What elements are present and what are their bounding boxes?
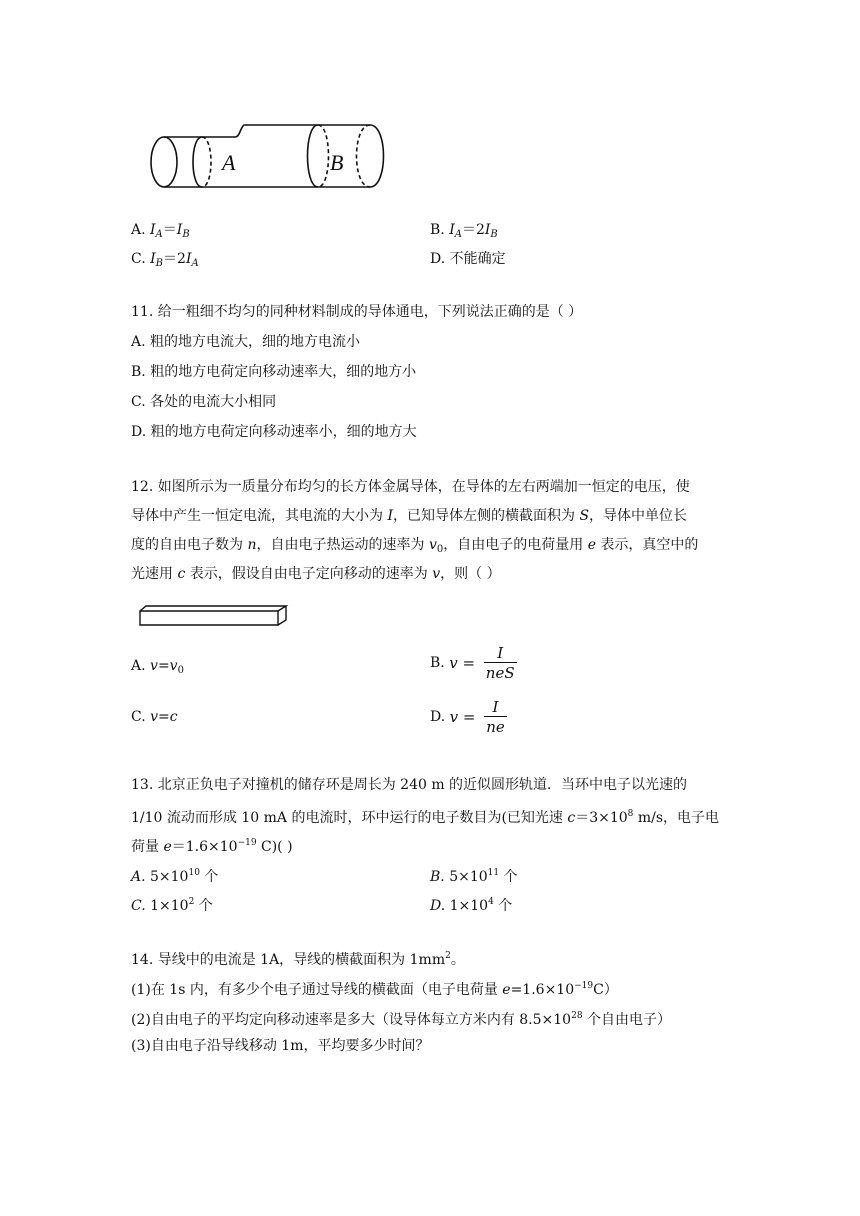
- q10-option-b[interactable]: B. $I_A=2I_B$: [430, 222, 498, 240]
- q14-part-1: (1)在 1s 内，有多少个电子通过导线的横截面（电子电荷量 $e=1.6\times 10^{-19}C$）: [131, 981, 618, 998]
- metal-bar-figure: [138, 604, 294, 628]
- q11-option-a[interactable]: A. 粗的地方电流大，细的地方电流小: [131, 334, 361, 350]
- q11-option-d[interactable]: D. 粗的地方电荷定向移动速率小，细的地方大: [131, 424, 417, 440]
- q13-option-a[interactable]: A. $5\times 10^{10}$ 个: [131, 868, 219, 885]
- q11-option-c[interactable]: C. 各处的电流大小相同: [131, 394, 277, 410]
- q12-option-d[interactable]: D. v = $\frac{I}{ne}$: [430, 697, 505, 736]
- q13-option-b[interactable]: B. $5\times 10^{11}$ 个: [430, 868, 518, 885]
- q12-stem-line2: 导体中产生一恒定电流，其电流的大小为 I，已知导体左侧的横截面积为 S，导体中单位长: [131, 508, 688, 524]
- stepped-cylinder-figure: [140, 118, 390, 198]
- q12-stem-line4: 光速用 c 表示，假设自由电子定向移动的速率为 v，则（ ）: [131, 566, 501, 582]
- q10-option-c[interactable]: C. $I_B=2I_A$: [131, 251, 199, 269]
- q10-option-a[interactable]: A. $I_A=I_B$: [131, 222, 190, 240]
- q13-stem-line1: 13. 北京正负电子对撞机的储存环是周长为 240 m 的近似圆形轨道．当环中电子以光速的: [131, 777, 688, 793]
- q12-option-b[interactable]: B. v = $\frac{I}{\text{neS}}$: [430, 643, 515, 682]
- q11-stem: 11. 给一粗细不均匀的同种材料制成的导体通电，下列说法正确的是（ ）: [131, 304, 583, 320]
- q13-option-d[interactable]: D. $1\times 10^4$ 个: [430, 897, 513, 914]
- label-a: A: [222, 150, 236, 175]
- q14-part-2: (2)自由电子的平均定向移动速率是多大（设导体每立方米内有 $8.5\times 10^{28}$ 个自由电子）: [131, 1011, 671, 1028]
- label-b: B: [330, 150, 344, 175]
- q14-stem: 14. 导线中的电流是 1A，导线的横截面积为 $1mm^2$。: [131, 951, 465, 968]
- q11-option-b[interactable]: B. 粗的地方电荷定向移动速率大，细的地方小: [131, 364, 417, 380]
- q12-option-c[interactable]: C. v=c: [131, 709, 178, 725]
- q12-stem-line1: 12. 如图所示为一质量分布均匀的长方体金属导体，在导体的左右两端加一恒定的电压，使: [131, 479, 690, 495]
- q12-stem-line3: 度的自由电子数为 n，自由电子热运动的速率为 $v_0$，自由电子的电荷量用 e 表示，真空中的: [131, 537, 699, 555]
- q10-option-d[interactable]: D. 不能确定: [430, 251, 506, 267]
- fraction: $\frac{I}{\text{neS}}$: [485, 643, 515, 682]
- q13-stem-line2: 1/10 流动而形成 10 mA 的电流时，环中运行的电子数目为(已知光速 $c=3\times 10^8$ m/s，电子电: [131, 809, 720, 826]
- q14-part-3: (3)自由电子沿导线移动 1m，平均要多少时间？: [131, 1038, 430, 1054]
- q12-option-a[interactable]: A. $v=v_0$: [131, 658, 184, 676]
- q13-stem-line3: 荷量 $e=1.6\times 10^{-19}$ C)( ): [131, 838, 293, 855]
- fraction: $\frac{I}{ne}$: [486, 697, 505, 736]
- q13-option-c[interactable]: C. $1\times 10^2$ 个: [131, 897, 213, 914]
